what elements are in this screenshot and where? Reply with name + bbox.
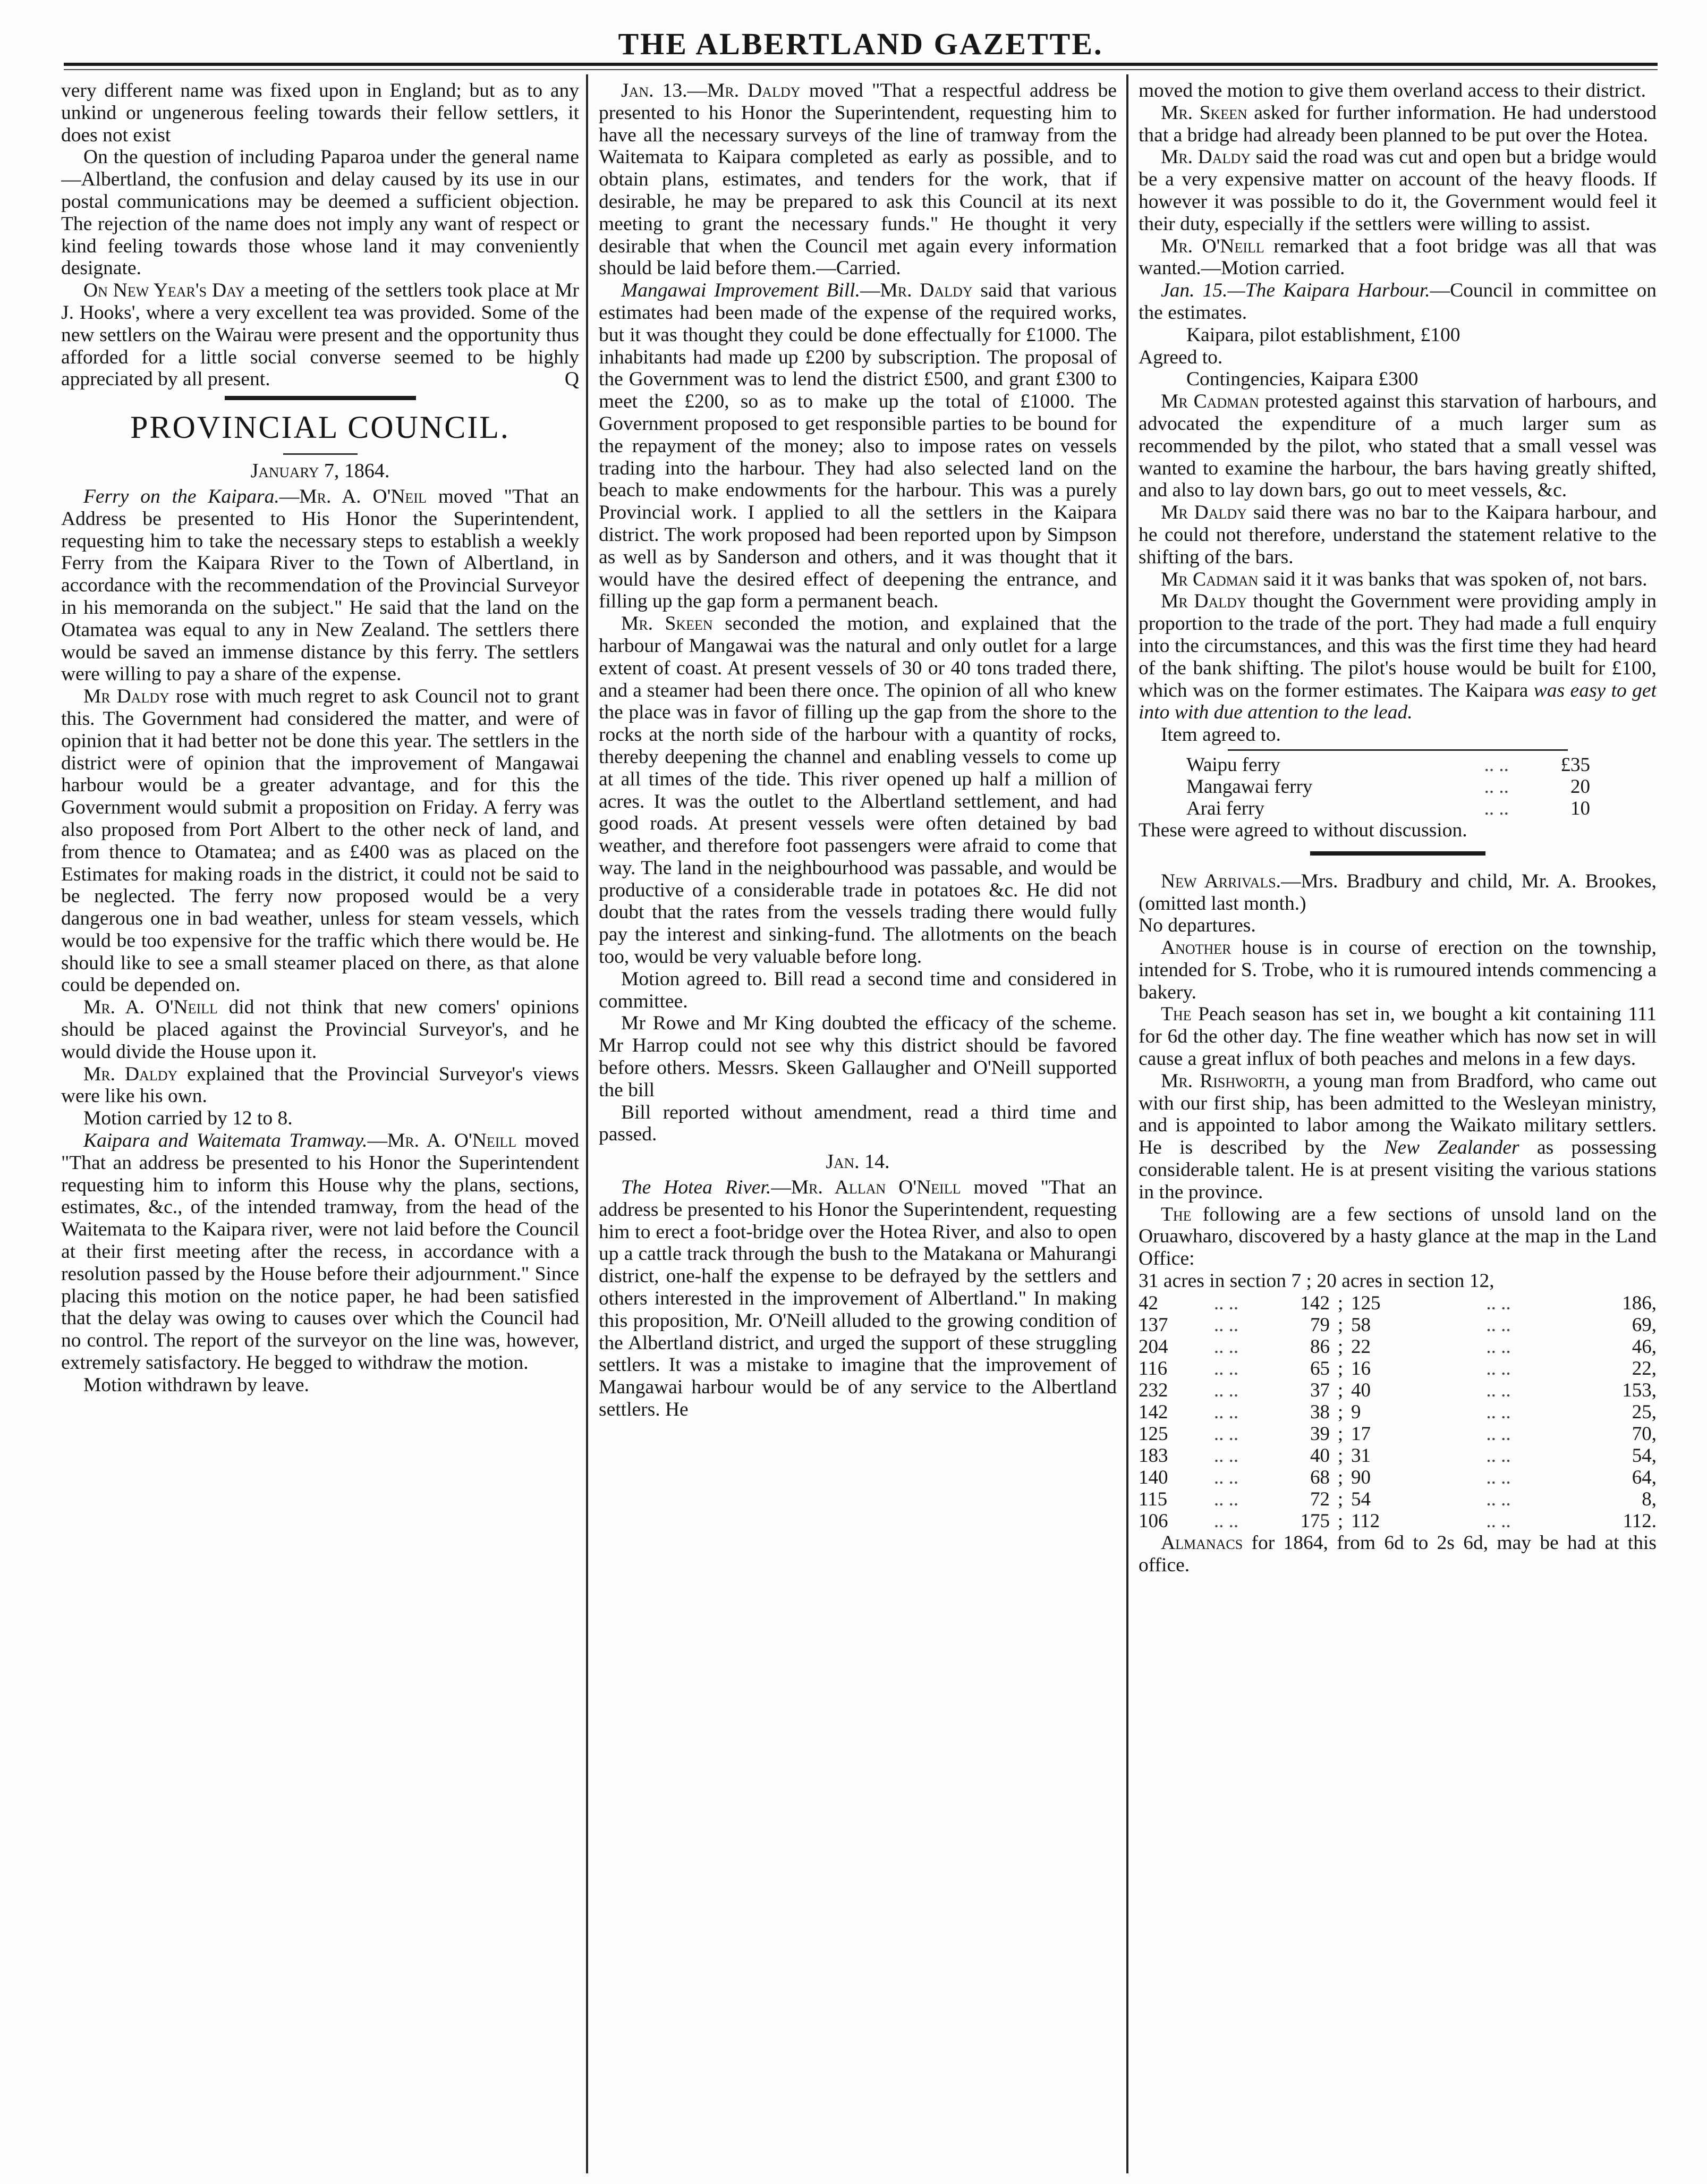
table-row: Arai ferry .. .. 10: [1186, 797, 1590, 819]
table-row: 183 .. .. 40 ; 31 .. .. 54,: [1139, 1444, 1657, 1467]
paragraph: Kaipara and Waitemata Tramway.—Mr. A. O'Neill moved "That an address be presented to his Honor the Superintendent requesting him to inform this House why the plans, sections, estimates, &c., of the intended tramway, from the head of the Waitemata to the Kaipara river, were not laid before the Council at their first meeting after the recess, in accordance with a resolution passed by the House before their adjournment." Since placing this motion on the notice paper, he had been satisfied that the delay was owing to causes over which the Council had no control. The report of the surveyor on the line was, however, extremely satisfactory. He begged to withdraw the motion.: [61, 1130, 579, 1374]
paragraph: Mr Cadman said it it was banks that was spoken of, not bars.: [1161, 568, 1647, 590]
table-row: Waipu ferry .. .. £35: [1186, 754, 1590, 776]
section-cell: 40: [1351, 1379, 1371, 1401]
paragraph: Mr Rowe and Mr King doubted the efficacy of the scheme. Mr Harrop could not see why this district should be favored before others. Messrs. Skeen Gallaugher and O'Neill supported the bill: [599, 1012, 1117, 1101]
section-cell: 46,: [1632, 1335, 1657, 1358]
section-cell: 31: [1351, 1444, 1371, 1467]
section-cell: 72: [1310, 1488, 1330, 1510]
section-cell: 16: [1351, 1357, 1371, 1379]
table-row: 142 .. .. 38 ; 9 .. .. 25,: [1139, 1401, 1657, 1423]
table-row: 140 .. .. 68 ; 90 .. .. 64,: [1139, 1466, 1657, 1488]
paragraph: very different name was fixed upon in England; but as to any unkind or ungenerous feeling towards their fellow settlers, it does not exist: [61, 80, 579, 146]
section-cell: 39: [1310, 1423, 1330, 1445]
paragraph: The following are a few sections of unsold land on the Oruawharo, discovered by a hasty glance at the map in the Land Office:: [1139, 1203, 1657, 1270]
section-rule: [225, 396, 416, 400]
section-cell: 116: [1139, 1357, 1168, 1379]
paragraph: Mr Daldy thought the Government were providing amply in proportion to the trade of the port. They had made a full enquiry into the circumstances, and this was the first time they had heard of the bank shifting. The pilot's house would be built for £100, which was on the former estimates. The Kaipara was easy to get into with due attention to the lead.: [1139, 590, 1657, 724]
paragraph: Agreed to.: [1139, 346, 1223, 368]
paragraph: Mr. Skeen seconded the motion, and explained that the harbour of Mangawai was the natural and only outlet for a large extent of coast. At present vessels of 30 or 40 tons traded there, and a steamer had been there once. The opinion of all who knew the place was in favor of filling up the gap from the shore to the rocks at the north side of the harbour with a quantity of rocks, thereby deepening the channel and enabling vessels to come up at all times of the tide. This river opened up half a million of acres. It was the outlet to the Albertland settlement, and had good roads. At present vessels were often detained by bad weather, and therefore foot passengers were afraid to come that way. The land in the neighbourhood was passable, and would be productive of a considerable trade in potatoes &c. He did not doubt that the rates from the vessels trading there would fully pay the interest and sinking-fund. The allotments on the beach too, would be very valuable before long.: [599, 613, 1117, 968]
column-1: [61, 80, 579, 2173]
table-row: 137 .. .. 79 ; 58 .. .. 69,: [1139, 1314, 1657, 1336]
column-2: [599, 80, 1117, 2173]
section-cell: 153,: [1622, 1379, 1657, 1401]
table-row: 204 .. .. 86 ; 22 .. .. 46,: [1139, 1335, 1657, 1358]
section-cell: 65: [1310, 1357, 1330, 1379]
paragraph: On New Year's Day a meeting of the settlers took place at Mr J. Hooks', where a very excellent tea was provided. Some of the new settlers on the Wairau were present and the opportunity thus afforded for a little social converse seemed to be highly appreciated by all present. Q: [61, 280, 579, 391]
section-cell: 115: [1139, 1488, 1168, 1510]
masthead-rule-thin: [64, 69, 1658, 70]
section-cell: 112: [1351, 1510, 1380, 1532]
section-cell: 68: [1310, 1466, 1330, 1488]
short-rule: [283, 453, 358, 455]
table-row: 232 .. .. 37 ; 40 .. .. 153,: [1139, 1379, 1657, 1401]
section-cell: 186,: [1622, 1292, 1657, 1314]
paragraph: Motion withdrawn by leave.: [83, 1374, 309, 1396]
paragraph: These were agreed to without discussion.: [1139, 819, 1467, 841]
paragraph: The Peach season has set in, we bought a kit containing 111 for 6d the other day. The fine weather which has now set in will cause a great influx of both peaches and melons in a few days.: [1139, 1003, 1657, 1070]
section-cell: 37: [1310, 1379, 1330, 1401]
paragraph: Mangawai Improvement Bill.—Mr. Daldy said that various estimates had been made of the expense of the required works, but it was thought they could be done effectually for £1000. The inhabitants had made up £200 by subscription. The proposal of the Government was to lend the district £500, and grant £300 to meet the £200, so as to make up the total of £1000. The Government proposed to get responsible parties to be bound for the repayment of the money; also to impose rates on vessels trading into the harbour. They had also selected land on the beach to make endowments for the harbour. This was a purely Provincial work. I applied to all the settlers in the Kaipara district. The work proposed had been reported upon by Simpson as well as by Sanderson and others, and it was thought that it would have the desired effect of deepening the entrance, and filling up the gap form a permanent beach.: [599, 280, 1117, 613]
section-cell: 8,: [1642, 1488, 1657, 1510]
section-cell: 58: [1351, 1314, 1371, 1336]
section-cell: 183: [1139, 1444, 1168, 1467]
paragraph: The Hotea River.—Mr. Allan O'Neill moved "That an address be presented to his Honor the Superintendent, requesting him to erect a foot-bridge over the Hotea River, and also to open up a cattle track through the bush to the Matakana or Mahurangi district, one-half the expense to be defrayed by the settlers and others interested in the improvement of Albertland." In making this proposition, Mr. O'Neill alluded to the growing condition of the Albertland district, and urged the support of these struggling settlers. It was a mistake to imagine that the improvement of Mangawai harbour would be of any service to the Albertland settlers. He: [599, 1176, 1117, 1421]
section-cell: 69,: [1632, 1314, 1657, 1336]
paragraph: Jan. 15.—The Kaipara Harbour.—Council in committee on the estimates.: [1139, 280, 1657, 324]
paragraph: Mr. Daldy said the road was cut and open but a bridge would be a very expensive matter on account of the heavy floods. If however it was possible to do it, the Government would feel it their duty, especially if the settlers were willing to assist.: [1139, 146, 1657, 235]
paragraph: moved the motion to give them overland access to their district.: [1139, 80, 1646, 101]
paragraph: Mr. O'Neill remarked that a foot bridge was all that was wanted.—Motion carried.: [1139, 235, 1657, 280]
paragraph: Mr. A. O'Neill did not think that new comers' opinions should be placed against the Provincial Surveyor's, and he would divide the House upon it.: [61, 996, 579, 1063]
section-cell: 125: [1139, 1423, 1168, 1445]
dateline: January 7, 1864.: [250, 460, 390, 482]
estimate-item: Kaipara, pilot establishment, £100: [1186, 324, 1460, 346]
estimate-item: Contingencies, Kaipara £300: [1186, 368, 1419, 391]
dateline: Jan. 14.: [826, 1150, 890, 1173]
section-cell: 112.: [1623, 1510, 1657, 1532]
paragraph: Jan. 13.—Mr. Daldy moved "That a respectful address be presented to his Honor the Superintendent, requesting him to have all the necessary surveys of the line of tramway from the Waitemata to Kaipara completed as early as possible, and to obtain plans, estimates, and tenders for the work, that if desirable, he may be prepared to ask this Council at its next meeting to grant the necessary funds." He thought it very desirable that when the Council met again every information should be laid before them.—Carried.: [599, 80, 1117, 280]
table-rule: [1228, 749, 1568, 751]
section-cell: 22: [1351, 1335, 1371, 1358]
paragraph: Mr Daldy rose with much regret to ask Council not to grant this. The Government had considered the matter, and were of opinion that it had better not be done this year. The settlers in the district were of opinion that the improvement of Mangawai harbour would be a greater advantage, and for this the Government would submit a proposition on Friday. A ferry was also proposed from Port Albert to the other neck of land, and from thence to Otamatea; and as £400 was as placed on the Estimates for making roads in the district, it could not be said to be neglected. The ferry now proposed would be a very dangerous one in bad weather, unless for steam vessels, which would be too expensive for the traffic which there would be. He should like to see a small steamer placed on there, as that alone could be depended on.: [61, 685, 579, 996]
paragraph: New Arrivals.—Mrs. Bradbury and child, Mr. A. Brookes, (omitted last month.): [1139, 870, 1657, 915]
section-cell: 54,: [1632, 1444, 1657, 1467]
paragraph: Mr. Rishworth, a young man from Bradford, who came out with our first ship, has been admitted to the Wesleyan ministry, and is appointed to labor among the Waikato military settlers. He is described by the New Zealander as possessing considerable talent. He is at present visiting the various stations in the province.: [1139, 1070, 1657, 1203]
section-cell: 142: [1300, 1292, 1330, 1314]
section-cell: 9: [1351, 1401, 1361, 1423]
table-row: 106 .. .. 175 ; 112 .. .. 112.: [1139, 1510, 1657, 1532]
paragraph: On the question of including Paparoa under the general name—Albertland, the confusion and delay caused by its use in our postal communications may be deemed a sufficient objection. The rejection of the name does not imply any want of respect or kind feeling towards those whose land it may conveniently designate.: [61, 146, 579, 280]
paragraph: Another house is in course of erection on the township, intended for S. Trobe, who it is rumoured intends commencing a bakery.: [1139, 937, 1657, 1003]
section-cell: 70,: [1632, 1423, 1657, 1445]
section-cell: 42: [1139, 1292, 1158, 1314]
section-cell: 25,: [1632, 1401, 1657, 1423]
paragraph: Mr. Skeen asked for further information. He had understood that a bridge had already been planned to be put over the Hotea.: [1139, 101, 1657, 146]
section-cell: 38: [1310, 1401, 1330, 1423]
section-cell: 90: [1351, 1466, 1371, 1488]
section-cell: 86: [1310, 1335, 1330, 1358]
signature: Q: [564, 368, 579, 391]
masthead-rule: [64, 63, 1658, 66]
section-cell: 17: [1351, 1423, 1371, 1445]
column-rule-2: [1126, 74, 1128, 2173]
paragraph: Mr. Daldy explained that the Provincial Surveyor's views were like his own.: [61, 1063, 579, 1107]
section-cell: 40: [1310, 1444, 1330, 1467]
section-heading: PROVINCIAL COUNCIL.: [130, 410, 510, 445]
paragraph: Item agreed to.: [1161, 724, 1281, 746]
section-rule: [1310, 851, 1485, 856]
paragraph: Motion carried by 12 to 8.: [83, 1107, 293, 1130]
section-cell: 204: [1139, 1335, 1168, 1358]
section-cell: 142: [1139, 1401, 1168, 1423]
paragraph: Mr Daldy said there was no bar to the Kaipara harbour, and he could not therefore, understand the statement relative to the shifting of the bars.: [1139, 502, 1657, 568]
section-cell: 175: [1300, 1510, 1330, 1532]
table-row: Mangawai ferry .. .. 20: [1186, 775, 1590, 798]
ferry-table: [1186, 754, 1590, 819]
table-row: 115 .. .. 72 ; 54 .. .. 8,: [1139, 1488, 1657, 1510]
table-row: 42 .. .. 142 ; 125 .. .. 186,: [1139, 1292, 1657, 1314]
section-cell: 22,: [1632, 1357, 1657, 1379]
sections-table: [1139, 1292, 1657, 1532]
paragraph: No departures.: [1139, 915, 1256, 937]
table-row: 116 .. .. 65 ; 16 .. .. 22,: [1139, 1357, 1657, 1379]
section-cell: 137: [1139, 1314, 1168, 1336]
paragraph: Almanacs for 1864, from 6d to 2s 6d, may be had at this office.: [1139, 1531, 1657, 1576]
table-row: 125 .. .. 39 ; 17 .. .. 70,: [1139, 1423, 1657, 1445]
section-cell: 79: [1310, 1314, 1330, 1336]
column-rule-1: [586, 74, 588, 2173]
paragraph: Ferry on the Kaipara.—Mr. A. O'Neil moved "That an Address be presented to His Honor the Superintendent, requesting him to take the necessary steps to establish a weekly Ferry from the Kaipara River to the Town of Albertland, in accordance with the recommendation of the Provincial Surveyor in his memoranda on the subject." He said that the land on the Otamatea was equal to any in New Zealand. The settlers there would be saved an immense distance by this ferry. The settlers were willing to pay a share of the expense.: [61, 485, 579, 685]
section-cell: 106: [1139, 1510, 1168, 1532]
masthead: THE ALBERTLAND GAZETTE.: [618, 27, 1103, 61]
section-cell: 232: [1139, 1379, 1168, 1401]
lead-in: On New Year's Day: [83, 280, 245, 302]
paragraph: Motion agreed to. Bill read a second time and considered in committee.: [599, 968, 1117, 1012]
section-cell: 140: [1139, 1466, 1168, 1488]
section-cell: 125: [1351, 1292, 1381, 1314]
sections-first-line: 31 acres in section 7 ; 20 acres in section 12,: [1139, 1270, 1494, 1292]
paragraph: Bill reported without amendment, read a third time and passed.: [599, 1101, 1117, 1146]
section-cell: 54: [1351, 1488, 1371, 1510]
column-3: [1139, 80, 1657, 2173]
paragraph: Mr Cadman protested against this starvation of harbours, and advocated the expenditure of a much larger sum as recommended by the pilot, who stated that a small vessel was wanted to examine the harbour, the bars having greatly shifted, and also to lay down bars, go out to meet vessels, &c.: [1139, 391, 1657, 502]
section-cell: 64,: [1632, 1466, 1657, 1488]
